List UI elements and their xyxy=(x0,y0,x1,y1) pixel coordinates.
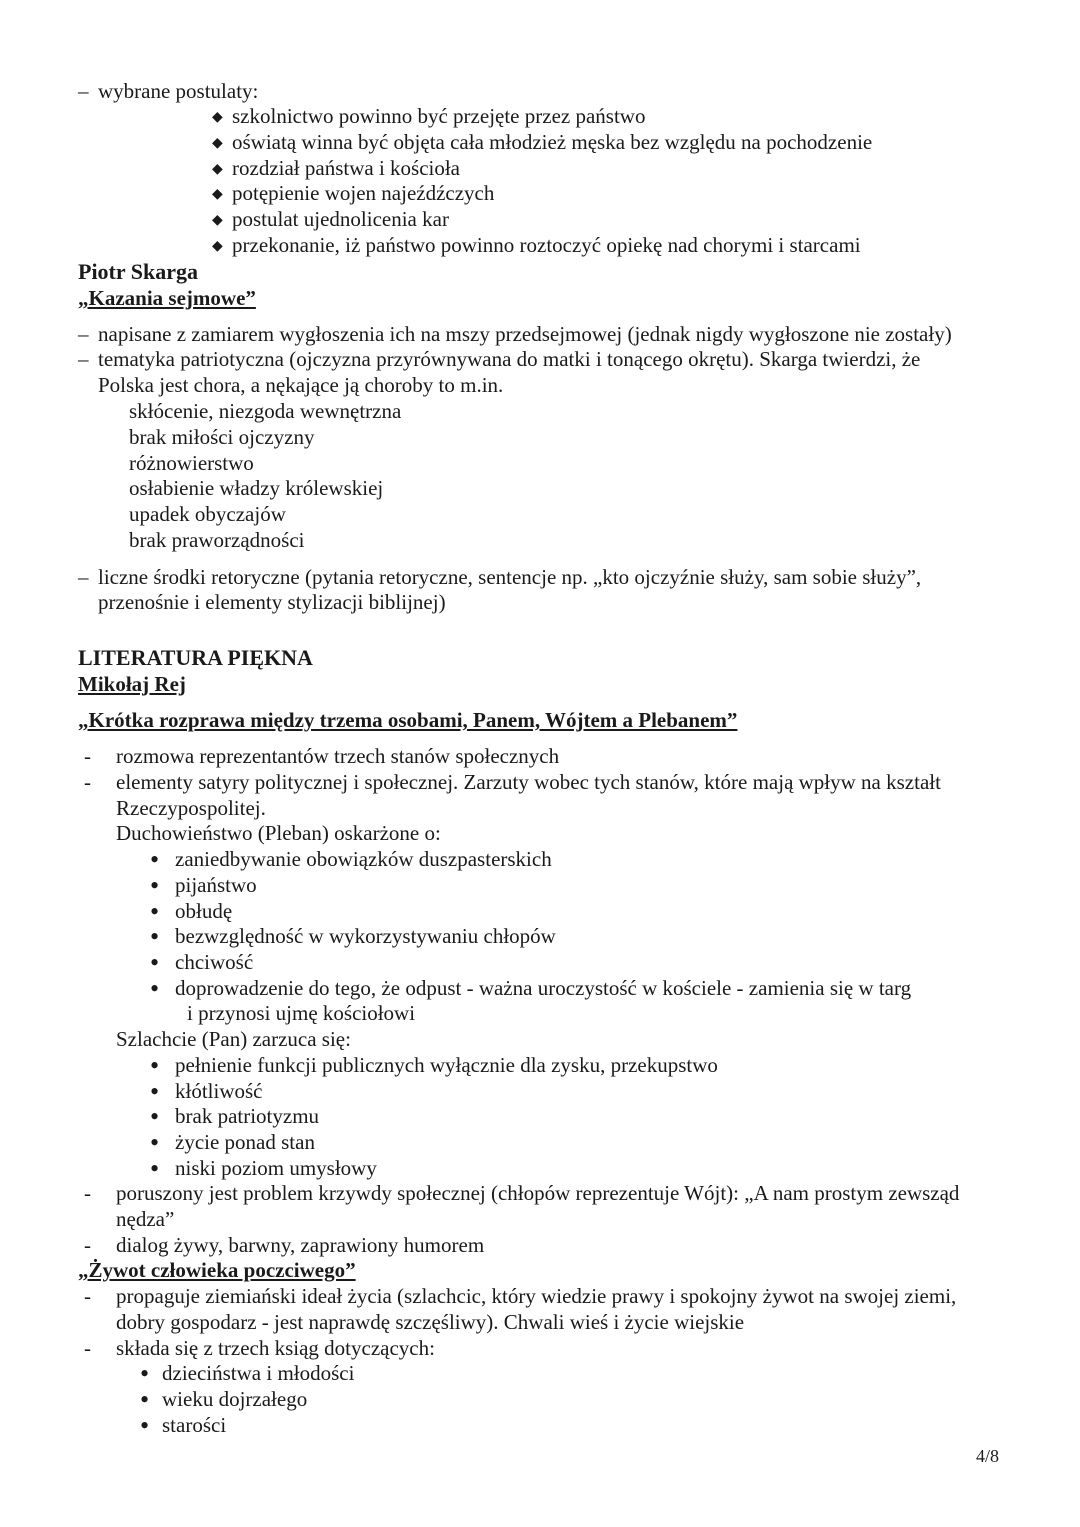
diamond-bullet-icon: ◆ xyxy=(212,136,223,151)
bullet-dot-icon: • xyxy=(150,1102,160,1131)
paragraph: propaguje ziemiański ideał życia (szlachcic, który wiedzie prawy i spokojny żywot na swojej ziemi, xyxy=(116,1284,957,1308)
list-item: brak miłości ojczyzny xyxy=(129,425,315,449)
diamond-bullet-icon: ◆ xyxy=(212,187,223,202)
paragraph: składa się z trzech ksiąg dotyczących: xyxy=(116,1336,435,1360)
list-item: starości xyxy=(162,1413,227,1437)
sub-intro: Duchowieństwo (Pleban) oskarżone o: xyxy=(116,821,441,845)
bullet-dot-icon: • xyxy=(150,1051,160,1080)
list-item: życie ponad stan xyxy=(175,1130,315,1154)
list-item: brak patriotyzmu xyxy=(175,1104,320,1128)
list-dash: - xyxy=(84,1233,91,1257)
bullet-dot-icon: • xyxy=(150,1128,160,1157)
work-title: „Krótka rozprawa między trzema osobami, Panem, Wójtem a Plebanem” xyxy=(78,708,738,732)
section-heading: LITERATURA PIĘKNA xyxy=(78,645,313,670)
bullet-dot-icon: • xyxy=(150,845,160,874)
list-dash: – xyxy=(78,347,89,371)
bullet-dot-icon: • xyxy=(140,1411,150,1440)
list-dash: - xyxy=(84,1336,91,1360)
list-dash: – xyxy=(78,565,89,589)
bullet-dot-icon: • xyxy=(140,1385,150,1414)
list-item: skłócenie, niezgoda wewnętrzna xyxy=(129,399,402,423)
paragraph-cont: dobry gospodarz - jest naprawdę szczęśliwy). Chwali wieś i życie wiejskie xyxy=(116,1310,745,1334)
paragraph-cont: Polska jest chora, a nękające ją choroby to m.in. xyxy=(98,373,504,397)
list-item: wieku dojrzałego xyxy=(162,1387,308,1411)
author-heading: Mikołaj Rej xyxy=(78,672,186,696)
paragraph: rozmowa reprezentantów trzech stanów społecznych xyxy=(116,744,560,768)
paragraph: tematyka patriotyczna (ojczyzna przyrównywana do matki i tonącego okrętu). Skarga twierdzi, że xyxy=(98,347,921,371)
list-item: szkolnictwo powinno być przejęte przez państwo xyxy=(232,104,646,128)
work-title: „Żywot człowieka poczciwego” xyxy=(78,1258,356,1282)
paragraph: poruszony jest problem krzywdy społecznej (chłopów reprezentuje Wójt): „A nam prostym zewsząd xyxy=(116,1181,960,1205)
bullet-dot-icon: • xyxy=(150,922,160,951)
list-dash: - xyxy=(84,1181,91,1205)
list-item: upadek obyczajów xyxy=(129,502,286,526)
list-item: osłabienie władzy królewskiej xyxy=(129,476,384,500)
list-item: pijaństwo xyxy=(175,873,257,897)
list-dash: - xyxy=(84,770,91,794)
list-item: chciwość xyxy=(175,950,254,974)
bullet-dot-icon: • xyxy=(150,871,160,900)
list-item: postulat ujednolicenia kar xyxy=(232,207,449,231)
list-item: rozdział państwa i kościoła xyxy=(232,156,461,180)
bullet-dot-icon: • xyxy=(150,1154,160,1183)
list-dash: – xyxy=(78,322,89,346)
list-item: niski poziom umysłowy xyxy=(175,1156,377,1180)
list-item-cont: i przynosi ujmę kościołowi xyxy=(187,1001,416,1025)
diamond-bullet-icon: ◆ xyxy=(212,213,223,228)
list-item: przekonanie, iż państwo powinno roztoczyć opiekę nad chorymi i starcami xyxy=(232,233,861,257)
author-heading: Piotr Skarga xyxy=(78,259,198,284)
list-item: różnowierstwo xyxy=(129,451,254,475)
list-dash: - xyxy=(84,744,91,768)
list-item: doprowadzenie do tego, że odpust - ważna uroczystość w kościele - zamienia się w targ xyxy=(175,976,912,1000)
sub-intro: Szlachcie (Pan) zarzuca się: xyxy=(116,1027,351,1051)
list-item: brak praworządności xyxy=(129,528,305,552)
list-item: obłudę xyxy=(175,899,233,923)
bullet-dot-icon: • xyxy=(150,948,160,977)
list-item: kłótliwość xyxy=(175,1079,263,1103)
page-number: 4/8 xyxy=(976,1446,1000,1466)
bullet-dot-icon: • xyxy=(150,1077,160,1106)
paragraph: liczne środki retoryczne (pytania retoryczne, sentencje np. „kto ojczyźnie służy, sam sobie służy”, xyxy=(98,565,922,589)
postulaty-intro: wybrane postulaty: xyxy=(98,79,259,103)
list-item: dzieciństwa i młodości xyxy=(162,1361,355,1385)
list-item: potępienie wojen najeźdźczych xyxy=(232,181,495,205)
bullet-dot-icon: • xyxy=(150,897,160,926)
diamond-bullet-icon: ◆ xyxy=(212,162,223,177)
diamond-bullet-icon: ◆ xyxy=(212,110,223,125)
work-title: „Kazania sejmowe” xyxy=(78,286,256,310)
paragraph-cont: Rzeczypospolitej. xyxy=(116,796,266,820)
bullet-dot-icon: • xyxy=(150,974,160,1003)
diamond-bullet-icon: ◆ xyxy=(212,239,223,254)
list-item: bezwzględność w wykorzystywaniu chłopów xyxy=(175,924,556,948)
list-item: oświatą winna być objęta cała młodzież męska bez względu na pochodzenie xyxy=(232,130,873,154)
paragraph: dialog żywy, barwny, zaprawiony humorem xyxy=(116,1233,485,1257)
paragraph: elementy satyry politycznej i społecznej. Zarzuty wobec tych stanów, które mają wpływ na kształt xyxy=(116,770,941,794)
list-item: pełnienie funkcji publicznych wyłącznie dla zysku, przekupstwo xyxy=(175,1053,718,1077)
paragraph-cont: przenośnie i elementy stylizacji biblijnej) xyxy=(98,590,446,614)
list-item: zaniedbywanie obowiązków duszpasterskich xyxy=(175,847,552,871)
list-dash: – xyxy=(78,79,89,103)
list-dash: - xyxy=(84,1284,91,1308)
paragraph-cont: nędza” xyxy=(116,1207,175,1231)
bullet-dot-icon: • xyxy=(140,1359,150,1388)
paragraph: napisane z zamiarem wygłoszenia ich na mszy przedsejmowej (jednak nigdy wygłoszone nie zostały) xyxy=(98,322,952,346)
